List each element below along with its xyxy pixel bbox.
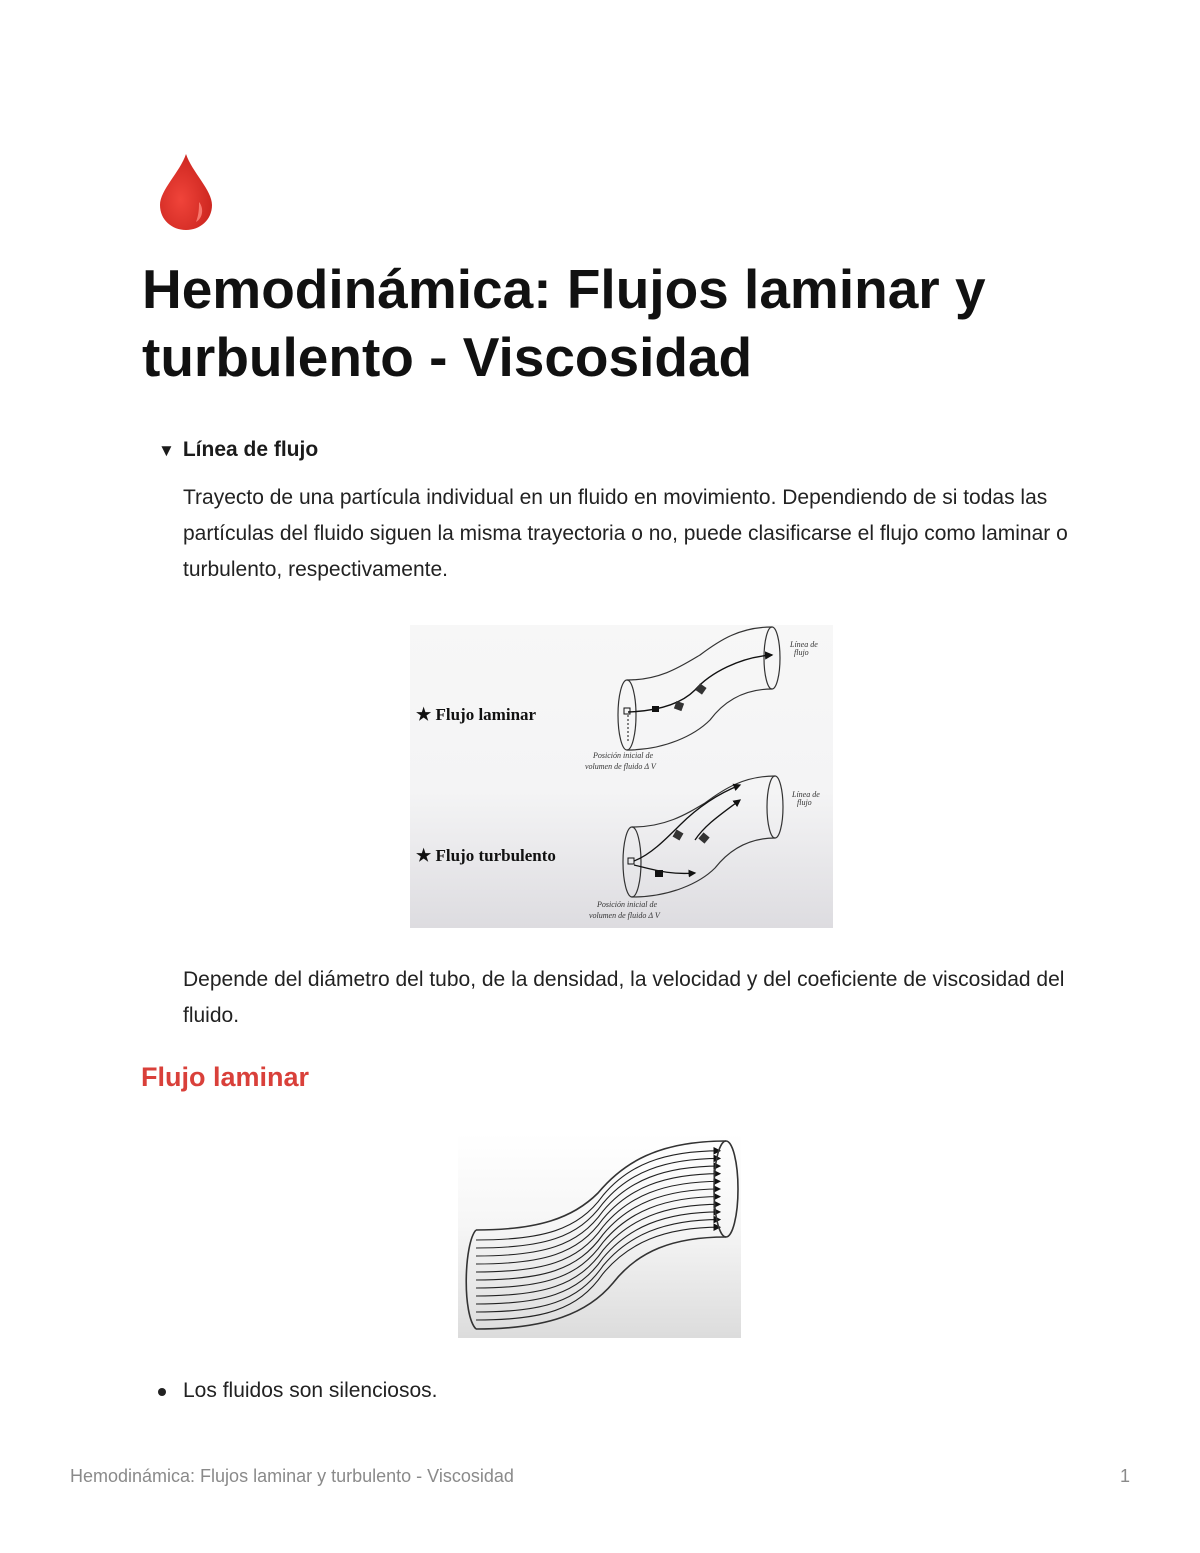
label-posicion-inicial-1a: Posición inicial de <box>593 751 653 760</box>
label-posicion-inicial-1b: volumen de fluido Δ V <box>585 762 656 771</box>
label-linea-de-flujo-1b: flujo <box>794 648 809 657</box>
label-flujo-laminar: ★ Flujo laminar <box>416 705 537 724</box>
paragraph-depende: Depende del diámetro del tubo, de la densidad, la velocidad y del coeficiente de viscosidad del fluido. <box>183 968 1065 1027</box>
triangle-down-icon[interactable]: ▼ <box>158 441 175 460</box>
label-linea-de-flujo-2a: Línea de <box>792 790 820 799</box>
toggle-linea-de-flujo[interactable] <box>158 438 318 462</box>
label-linea-de-flujo-2b: flujo <box>797 798 812 807</box>
figure-laminar-turbulent <box>410 625 833 928</box>
section-heading-flujo-laminar: Flujo laminar <box>141 1062 310 1092</box>
page-title: Hemodinámica: Flujos laminar y turbulento - Viscosidad <box>142 258 986 388</box>
list-item: Los fluidos son silenciosos. <box>158 1373 437 1409</box>
label-posicion-inicial-2a: Posición inicial de <box>597 900 657 909</box>
label-linea-de-flujo-1a: Línea de <box>790 640 818 649</box>
figure-laminar-tube <box>458 1133 741 1338</box>
footer-title: Hemodinámica: Flujos laminar y turbulento - Viscosidad <box>70 1466 514 1486</box>
label-flujo-turbulento: ★ Flujo turbulento <box>416 846 556 865</box>
footer-page-number: 1 <box>1119 1466 1130 1486</box>
toggle-label: Línea de flujo <box>182 438 319 461</box>
paragraph-linea-de-flujo: Trayecto de una partícula individual en un fluido en movimiento. Dependiendo de si todas las partículas del fluido siguen la misma trayectoria o no, puede clasificarse el flujo como laminar o turbulento, respectivamente. <box>183 486 1068 581</box>
bullet-list <box>158 1373 437 1409</box>
blood-drop-icon <box>158 152 214 232</box>
label-posicion-inicial-2b: volumen de fluido Δ V <box>589 911 660 920</box>
